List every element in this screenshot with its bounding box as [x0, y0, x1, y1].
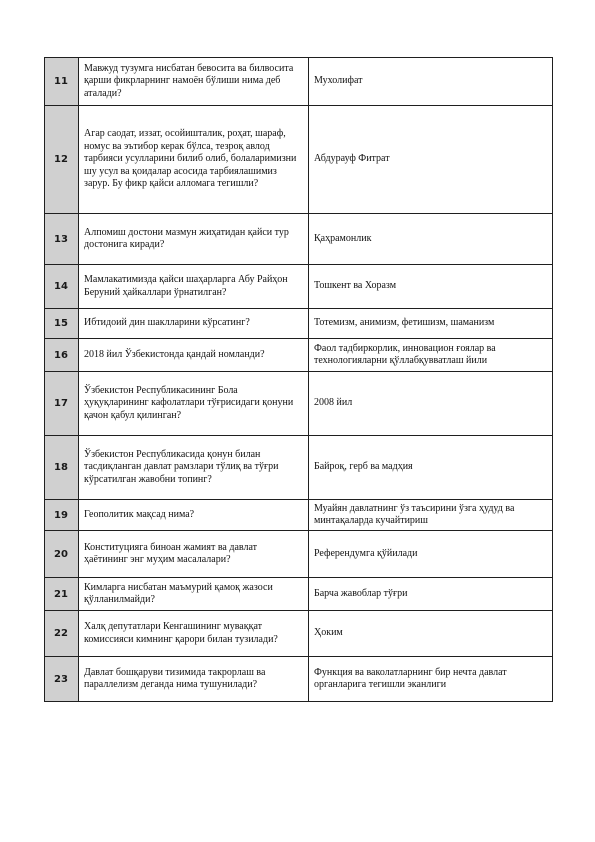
question-cell: Давлат бошқаруви тизимида такрорлаш ва параллелизм деганда нима тушунилади? — [79, 657, 309, 702]
question-cell: Геополитик мақсад нима? — [79, 500, 309, 531]
row-number: 16 — [45, 339, 79, 372]
row-number: 13 — [45, 214, 79, 265]
qa-table — [44, 57, 553, 702]
row-number: 17 — [45, 372, 79, 436]
answer-cell: Тотемизм, анимизм, фетишизм, шаманизм — [309, 309, 553, 339]
question-cell: Конституцияга биноан жамият ва давлат ҳаётининг энг муҳим масалалари? — [79, 531, 309, 578]
row-number: 22 — [45, 611, 79, 657]
table-row — [45, 265, 553, 309]
row-number: 20 — [45, 531, 79, 578]
question-cell: Кимларга нисбатан маъмурий қамоқ жазоси қўлланилмайди? — [79, 578, 309, 611]
table-row — [45, 436, 553, 500]
table-row — [45, 500, 553, 531]
table-row — [45, 309, 553, 339]
answer-cell: Референдумга қўйилади — [309, 531, 553, 578]
row-number: 15 — [45, 309, 79, 339]
question-cell: Халқ депутатлари Кенгашининг муваққат комиссияси кимнинг қарори билан тузилади? — [79, 611, 309, 657]
row-number: 21 — [45, 578, 79, 611]
table-row — [45, 106, 553, 214]
row-number: 18 — [45, 436, 79, 500]
row-number: 23 — [45, 657, 79, 702]
answer-cell: Барча жавоблар тўғри — [309, 578, 553, 611]
table-row — [45, 372, 553, 436]
question-cell: Мавжуд тузумга нисбатан бевосита ва билвосита қарши фикрларнинг намоён бўлиши нима деб аталади? — [79, 58, 309, 106]
answer-cell: Функция ва ваколатларнинг бир нечта давлат органларига тегишли эканлиги — [309, 657, 553, 702]
table-row — [45, 531, 553, 578]
question-cell: Ўзбекистон Республикасида қонун билан тасдиқланган давлат рамзлари тўлиқ ва тўғри кўрсатилган жавобни топинг? — [79, 436, 309, 500]
table-row — [45, 611, 553, 657]
table-row — [45, 578, 553, 611]
row-number: 11 — [45, 58, 79, 106]
question-cell: Мамлакатимизда қайси шаҳарларга Абу Райҳон Беруний ҳайкаллари ўрнатилган? — [79, 265, 309, 309]
answer-cell: Ҳоким — [309, 611, 553, 657]
answer-cell: 2008 йил — [309, 372, 553, 436]
question-cell: 2018 йил Ўзбекистонда қандай номланди? — [79, 339, 309, 372]
answer-cell: Тошкент ва Хоразм — [309, 265, 553, 309]
qa-table-body — [45, 58, 553, 702]
answer-cell: Қаҳрамонлик — [309, 214, 553, 265]
answer-cell: Фаол тадбиркорлик, инновацион ғоялар ва технологияларни қўллабқувватлаш йили — [309, 339, 553, 372]
answer-cell: Абдурауф Фитрат — [309, 106, 553, 214]
row-number: 14 — [45, 265, 79, 309]
row-number: 19 — [45, 500, 79, 531]
question-cell: Ўзбекистон Республикасининг Бола ҳуқуқларининг кафолатлари тўғрисидаги қонуни қачон қабул қилинган? — [79, 372, 309, 436]
table-row — [45, 58, 553, 106]
question-cell: Ибтидоий дин шаклларини кўрсатинг? — [79, 309, 309, 339]
table-row — [45, 214, 553, 265]
answer-cell: Муайян давлатнинг ўз таъсирини ўзга ҳудуд ва минтақаларда кучайтириш — [309, 500, 553, 531]
table-row — [45, 657, 553, 702]
question-cell: Агар саодат, иззат, осойишталик, роҳат, шараф, номус ва эътибор керак бўлса, тезроқ авлод тарбияси усулларини билиб олиб, болаларимизни шу усул ва қоидалар асосида тарбиялашимиз зарур. Бу фикр қайси алломага тегишли? — [79, 106, 309, 214]
row-number: 12 — [45, 106, 79, 214]
answer-cell: Мухолифат — [309, 58, 553, 106]
table-row — [45, 339, 553, 372]
question-cell: Алпомиш достони мазмун жиҳатидан қайси тур достонига киради? — [79, 214, 309, 265]
answer-cell: Байроқ, герб ва мадҳия — [309, 436, 553, 500]
